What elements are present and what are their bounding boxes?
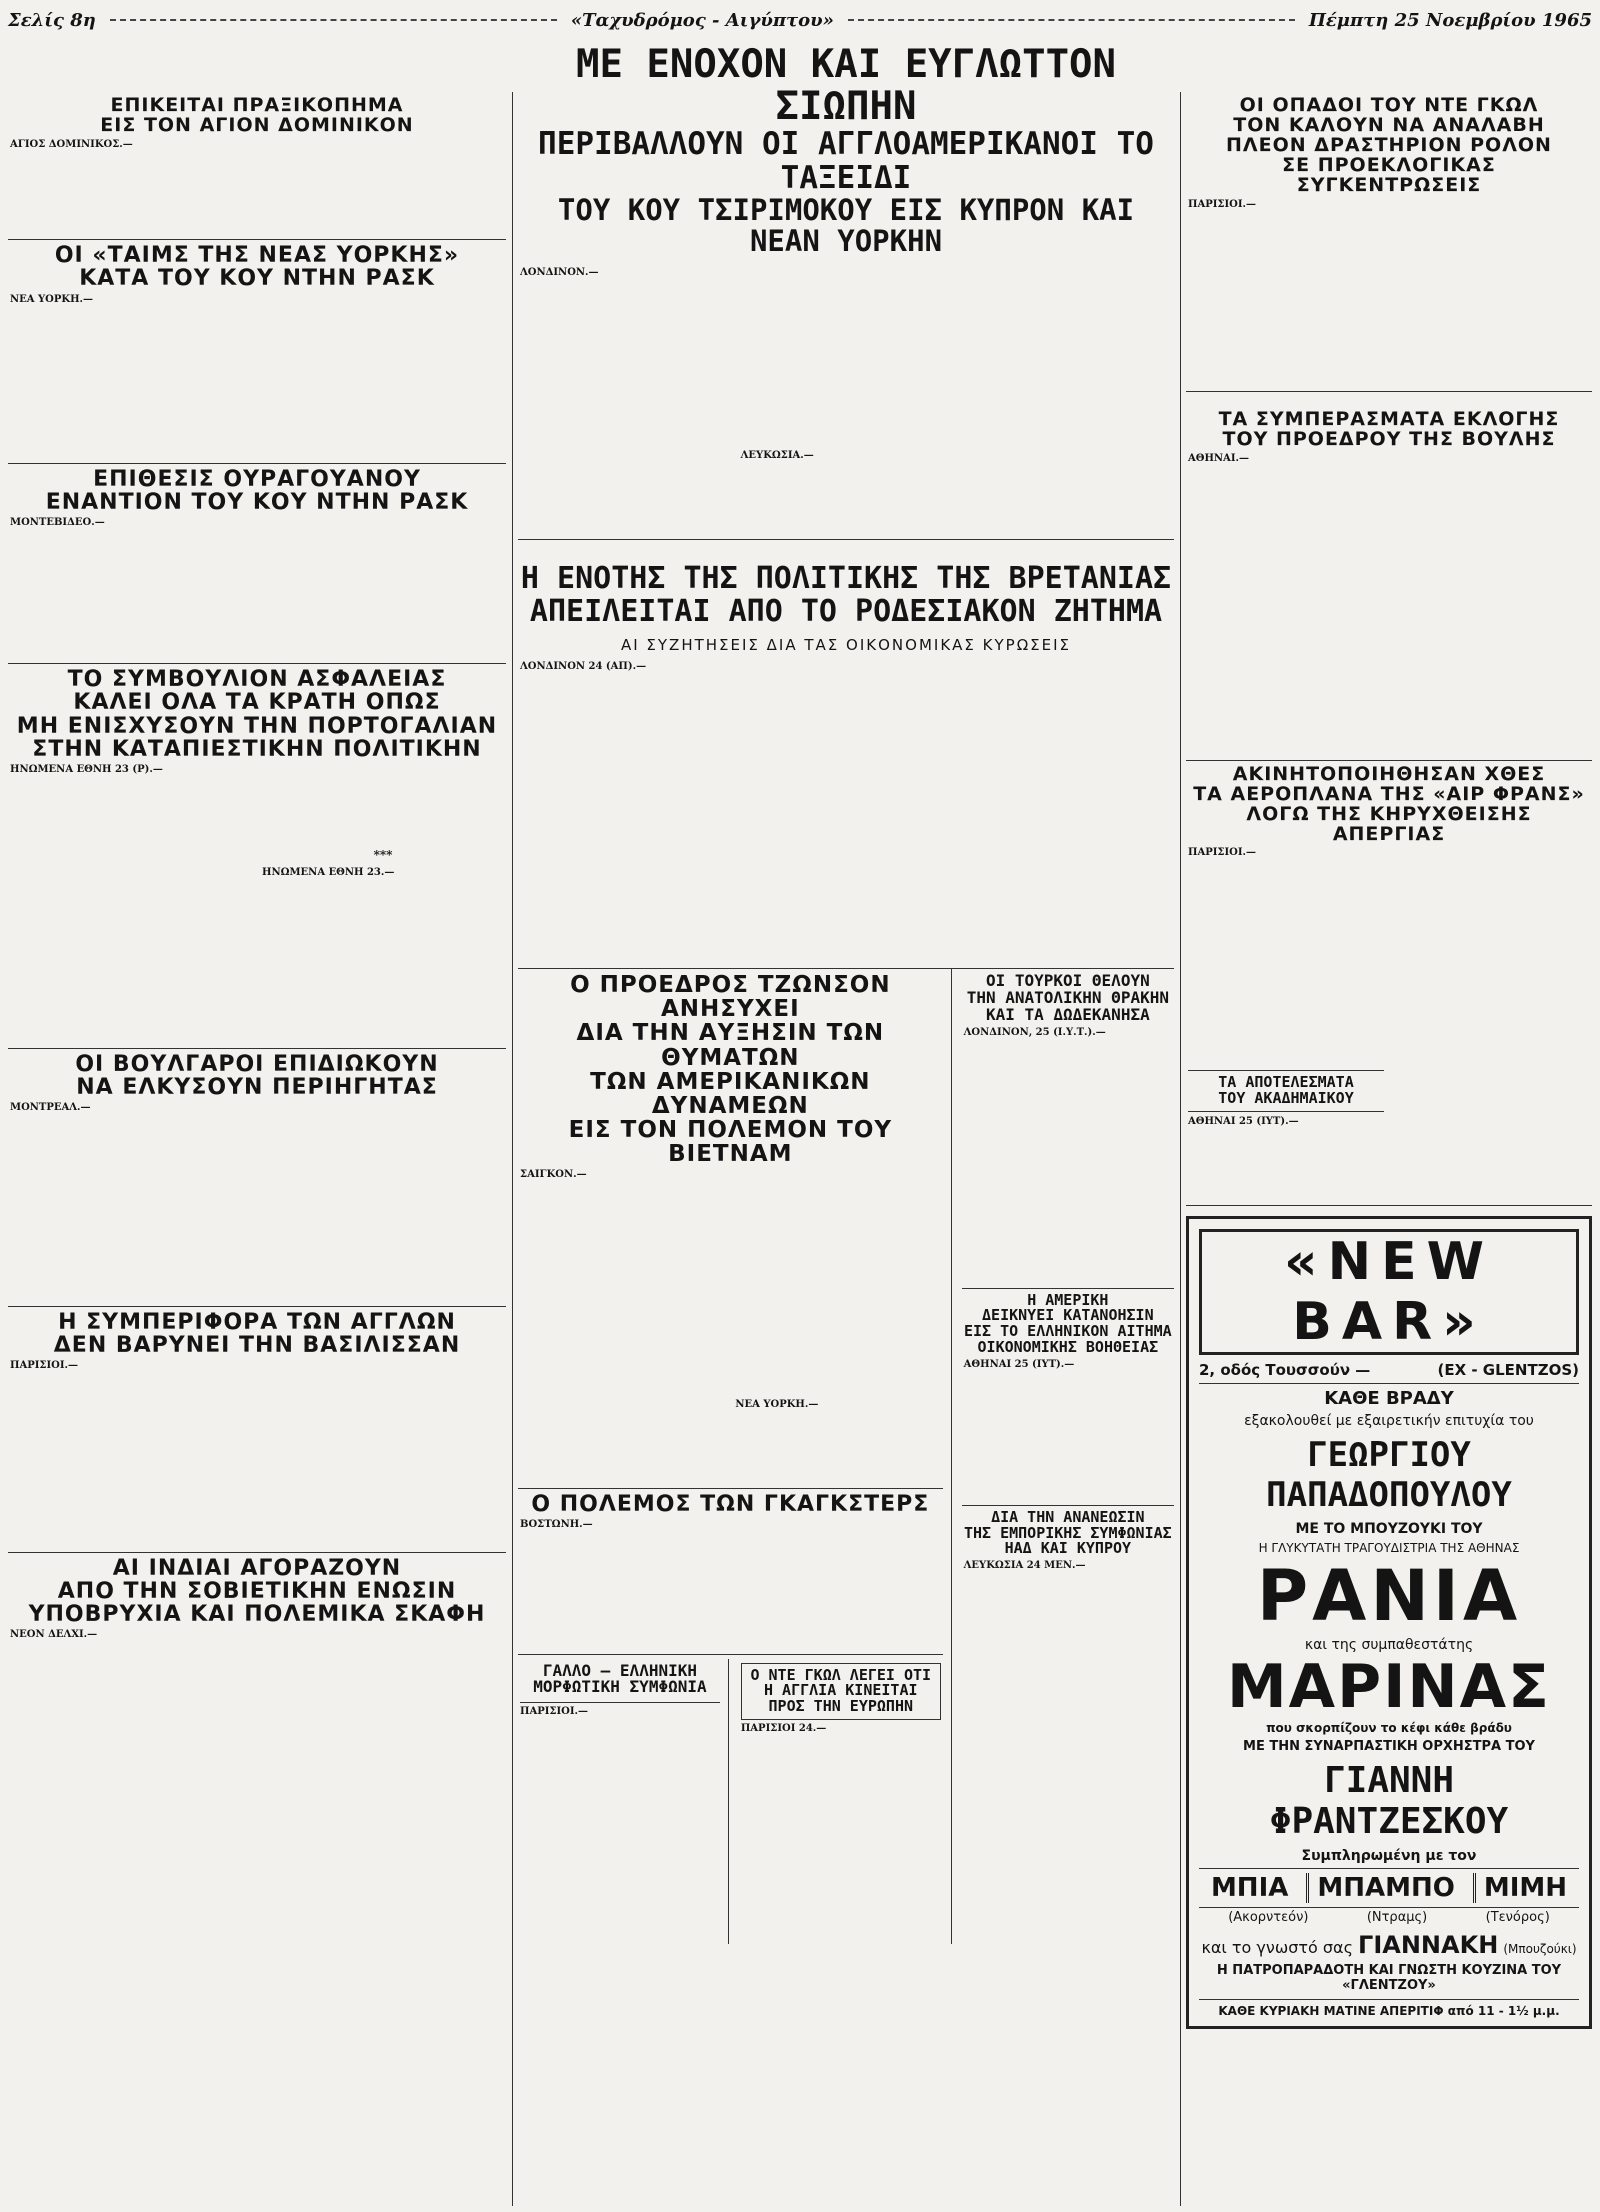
dateline: ΜΟΝΤΕΒΙΔΕΟ.—	[10, 517, 105, 528]
headline: ΟΙ ΤΟΥΡΚΟΙ ΘΕΛΟΥΝ ΤΗΝ ΑΝΑΤΟΛΙΚΗΝ ΘΡΑΚΗΝ ΚΑΙ ΤΑ ΔΩΔΕΚΑΝΗΣΑ	[966, 971, 1169, 1024]
column-rule-2	[1180, 92, 1181, 2206]
headline: ΕΠΙΚΕΙΤΑΙ ΠΡΑΞΙΚΟΠΗΜΑ ΕΙΣ ΤΟΝ ΑΓΙΟΝ ΔΟΜΙΝΙΚΟΝ	[100, 94, 414, 136]
ad-bouzouki: ΜΕ ΤΟ ΜΠΟΥΖΟΥΚΙ ΤΟΥ	[1295, 1520, 1483, 1537]
headline: ΟΙ ΟΠΑΔΟΙ ΤΟΥ ΝΤΕ ΓΚΩΛ ΤΟΝ ΚΑΛΟΥΝ ΝΑ ΑΝΑΛΑΒΗ ΠΛΕΟΝ ΔΡΑΣΤΗΡΙΟΝ ΡΟΛΟΝ ΣΕ ΠΡΟΕΚΛΟΓΙΚΑΣ ΣΥΓΚΕΝΤΡΩΣΕΙΣ	[1226, 94, 1552, 196]
article-turks-thrace	[962, 969, 1174, 1288]
dateline: ΗΝΩΜΕΝΑ ΕΘΝΗ 23 (Ρ).—	[10, 763, 163, 775]
article-air-france-strike	[1186, 761, 1592, 1206]
article-security-council	[8, 664, 506, 1048]
dateline: ΛΟΝΔΙΝΟΝ, 25 (Ι.Υ.Τ.).—	[963, 1026, 1106, 1038]
article-queen-behavior	[8, 1307, 506, 1553]
article-johnson-vietnam	[518, 969, 943, 1489]
ad-venue-name: «NEW BAR»	[1199, 1229, 1579, 1355]
headline: ΕΠΙΘΕΣΙΣ ΟΥΡΑΓΟΥΑΝΟΥ ΕΝΑΝΤΙΟΝ ΤΟΥ ΚΟΥ ΝΤΗΝ ΡΑΣΚ	[45, 466, 469, 515]
headline: ΤΑ ΣΥΜΠΕΡΑΣΜΑΤΑ ΕΚΛΟΓΗΣ ΤΟΥ ΠΡΟΕΔΡΟΥ ΤΗΣ ΒΟΥΛΗΣ	[1218, 407, 1560, 450]
dateline: ΒΟΣΤΩΝΗ.—	[520, 1518, 593, 1530]
ad-enliven: που σκορπίζουν το κέφι κάθε βράδυ	[1266, 1720, 1512, 1735]
dateline: ΛΕΥΚΩΣΙΑ.—	[740, 450, 814, 462]
ad-continues: εξακολουθεί με εξαιρετικήν επιτυχία του	[1244, 1412, 1534, 1429]
ad-trio-2: ΜΠΑΜΠΟ	[1306, 1873, 1463, 1903]
ad-performer-papadopoulos: ΓΕΩΡΓΙΟΥ ΠΑΠΑΔΟΠΟΥΛΟΥ	[1266, 1434, 1512, 1515]
headline: Η ΣΥΜΠΕΡΙΦΟΡΑ ΤΩΝ ΑΓΓΛΩΝ ΔΕΝ ΒΑΡΥΝΕΙ ΤΗΝ ΒΑΣΙΛΙΣΣΑΝ	[53, 1309, 461, 1358]
article-franco-greek-agreement	[518, 1659, 729, 1945]
header-rule-right	[848, 19, 1295, 21]
headline: ΑΚΙΝΗΤΟΠΟΙΗΘΗΣΑΝ ΧΘΕΣ ΤΑ ΑΕΡΟΠΛΑΝΑ ΤΗΣ «ΑΙΡ ΦΡΑΝΣ» ΛΟΓΩ ΤΗΣ ΚΗΡΥΧΘΕΙΣΗΣ ΑΠΕΡΓΙΑΣ	[1193, 762, 1585, 845]
ad-address: 2, οδός Τουσσούν — (ΕΧ - GLENTZOS)	[1199, 1361, 1579, 1384]
article-body	[10, 139, 252, 231]
headline: ΑΙ ΙΝΔΙΑΙ ΑΓΟΡΑΖΟΥΝ ΑΠΟ ΤΗΝ ΣΟΒΙΕΤΙΚΗΝ ΕΝΩΣΙΝ ΥΠΟΒΡΥΧΙΑ ΚΑΙ ΠΟΛΕΜΙΚΑ ΣΚΑΦΗ	[28, 1555, 486, 1628]
page-number: Σελίς 8η	[8, 9, 96, 31]
center-lower-left	[518, 969, 952, 1944]
column-left	[8, 92, 506, 2206]
headline: ΓΑΛΛΟ — ΕΛΛΗΝΙΚΗ ΜΟΡΦΩΤΙΚΗ ΣΥΜΦΩΝΙΑ	[520, 1663, 720, 1704]
dateline: ΑΘΗΝΑΙ 25 (ΙΥΤ).—	[1188, 1115, 1299, 1127]
ad-trio	[1199, 1868, 1579, 1908]
article-tsirimokos-trip	[518, 40, 1174, 540]
dateline: ΠΑΡΙΣΙΟΙ 24.—	[740, 1722, 827, 1734]
column-right	[1186, 92, 1592, 2206]
ad-trio-3: ΜΙΜΗ	[1473, 1873, 1575, 1903]
article-parliament-speaker	[1186, 392, 1592, 761]
subheadline: ΑΙ ΣΥΖΗΤΗΣΕΙΣ ΔΙΑ ΤΑΣ ΟΙΚΟΝΟΜΙΚΑΣ ΚΥΡΩΣΕΙΣ	[620, 636, 1072, 655]
dateline: ΠΑΡΙΣΙΟΙ.—	[1188, 847, 1257, 859]
dateline: ΑΘΗΝΑΙ.—	[1188, 452, 1249, 464]
section-separator: ***	[373, 848, 393, 862]
headline: ΟΙ «ΤΑΙΜΣ ΤΗΣ ΝΕΑΣ ΥΟΡΚΗΣ» ΚΑΤΑ ΤΟΥ ΚΟΥ ΝΤΗΝ ΡΑΣΚ	[54, 243, 460, 292]
article-britain-rhodesia	[518, 540, 1174, 969]
article-america-aid	[962, 1289, 1174, 1506]
dateline: ΜΟΝΤΡΕΑΛ.—	[10, 1101, 91, 1113]
headline: ΤΟ ΣΥΜΒΟΥΛΙΟΝ ΑΣΦΑΛΕΙΑΣ ΚΑΛΕΙ ΟΛΑ ΤΑ ΚΡΑΤΗ ΟΠΩΣ ΜΗ ΕΝΙΣΧΥΣΟΥΝ ΤΗΝ ΠΟΡΤΟΓΑΛΙΑΝ ΣΤΗΝ ΚΑΤΑΠΙΕΣΤΙΚΗΝ ΠΟΛΙΤΙΚΗΝ	[16, 667, 498, 762]
headline: Ο ΠΟΛΕΜΟΣ ΤΩΝ ΓΚΑΓΚΣΤΕΡΣ	[531, 1491, 930, 1517]
ad-singer-line: Η ΓΛΥΚΥΤΑΤΗ ΤΡΑΓΟΥΔΙΣΤΡΙΑ ΤΗΣ ΑΘΗΝΑΣ	[1258, 1540, 1520, 1555]
article-gangsters-war	[518, 1489, 943, 1655]
article-de-gaulle-england	[739, 1659, 943, 1945]
dateline: ΝΕΑ ΥΟΡΚΗ.—	[10, 293, 93, 305]
dateline: ΗΝΩΜΕΝΑ ΕΘΝΗ 23.—	[262, 866, 395, 878]
ad-known-as: και το γνωστό σας ΓΙΑΝΝΑΚΗ (Μπουζούκι)	[1201, 1930, 1577, 1959]
ad-performer-frantzeskos: ΓΙΑΝΝΗ ΦΡΑΝΤΖΕΣΚΟΥ	[1269, 1759, 1509, 1842]
headline: Η ΕΝΟΤΗΣ ΤΗΣ ΠΟΛΙΤΙΚΗΣ ΤΗΣ ΒΡΕΤΑΝΙΑΣ ΑΠΕΙΛΕΙΤΑΙ ΑΠΟ ΤΟ ΡΟΔΕΣΙΑΚΟΝ ΖΗΤΗΜΑ	[520, 561, 1172, 630]
dateline: ΣΑΙΓΚΟΝ.—	[520, 1169, 587, 1181]
new-bar-advertisement	[1186, 1216, 1592, 2029]
dateline: ΛΟΝΔΙΝΟΝ 24 (ΑΠ).—	[520, 661, 647, 673]
headline: Ο ΠΡΟΕΔΡΟΣ ΤΖΩΝΣΟΝ ΑΝΗΣΥΧΕΙ ΔΙΑ ΤΗΝ ΑΥΞΗΣΙΝ ΤΩΝ ΘΥΜΑΤΩΝ ΤΩΝ ΑΜΕΡΙΚΑΝΙΚΩΝ ΔΥΝΑΜΕΩΝ ΕΙΣ ΤΟΝ ΠΟΛΕΜΟΝ ΤΟΥ ΒΙΕΤΝΑΜ	[568, 972, 893, 1168]
article-body-cont	[262, 139, 504, 231]
body-text-illegible	[10, 151, 252, 231]
center-lower-right	[962, 969, 1174, 1944]
ad-matinee: ΚΑΘΕ ΚΥΡΙΑΚΗ ΜΑΤΙΝΕ ΑΠΕΡΙΤΙΦ από 11 - 1½ μ.μ.	[1199, 1999, 1579, 2018]
ad-every-night: ΚΑΘΕ ΒΡΑΔΥ	[1324, 1387, 1454, 1409]
dateline: ΝΕΟΝ ΔΕΛΧΙ.—	[10, 1629, 98, 1641]
ad-performer-rania: ΡΑΝΙΑ	[1256, 1554, 1522, 1637]
issue-date: Πέμπτη 25 Νοεμβρίου 1965	[1308, 9, 1592, 31]
center-bottom-row	[518, 1659, 943, 1945]
ad-together-with: Συμπληρωμένη με τον	[1301, 1847, 1477, 1864]
article-trade-agreement	[962, 1506, 1174, 1787]
page-header	[8, 6, 1592, 34]
ad-giannaki: ΓΙΑΝΝΑΚΗ	[1358, 1930, 1499, 1959]
article-de-gaulle-supporters	[1186, 92, 1592, 392]
headline: Η ΑΜΕΡΙΚΗ ΔΕΙΚΝΥΕΙ ΚΑΤΑΝΟΗΣΙΝ ΕΙΣ ΤΟ ΕΛΛΗΝΙΚΟΝ ΑΙΤΗΜΑ ΟΙΚΟΝΟΜΙΚΗΣ ΒΟΗΘΕΙΑΣ	[963, 1290, 1172, 1356]
ad-trio-instruments: (Ακορντεόν) (Ντραμς) (Τενόρος)	[1228, 1909, 1550, 1925]
dateline: ΛΕΥΚΩΣΙΑ 24 ΜΕΝ.—	[963, 1560, 1086, 1572]
header-rule-left	[110, 19, 557, 21]
article-bulgarians-tourists	[8, 1049, 506, 1307]
headline: ΔΙΑ ΤΗΝ ΑΝΑΝΕΩΣΙΝ ΤΗΣ ΕΜΠΟΡΙΚΗΣ ΣΥΜΦΩΝΙΑΣ ΗΑΔ ΚΑΙ ΚΥΠΡΟΥ	[963, 1507, 1172, 1558]
ad-performer-marina: ΜΑΡΙΝΑΣ	[1226, 1651, 1552, 1722]
dateline: ΠΑΡΙΣΙΟΙ.—	[1188, 198, 1257, 210]
article-india-submarines	[8, 1553, 506, 1787]
center-lower-section	[518, 969, 1174, 1944]
newspaper-name: «Ταχυδρόμος - Αιγύπτου»	[570, 9, 834, 31]
headline: Ο ΝΤΕ ΓΚΩΛ ΛΕΓΕΙ ΟΤΙ Η ΑΓΓΛΙΑ ΚΙΝΕΙΤΑΙ ΠΡΟΣ ΤΗΝ ΕΥΡΩΠΗΝ	[741, 1663, 941, 1720]
column-rule-1	[512, 92, 513, 2206]
article-uruguay-rusk	[8, 464, 506, 665]
dateline: ΑΓΙΟΣ ΔΟΜΙΝΙΚΟΣ.—	[10, 138, 133, 150]
dateline: ΠΑΡΙΣΙΟΙ.—	[520, 1706, 589, 1718]
headline-academic: ΤΑ ΑΠΟΤΕΛΕΣΜΑΤΑ ΤΟΥ ΑΚΑΔΗΜΑΙΚΟΥ	[1188, 1070, 1384, 1112]
ad-orchestra: ΜΕ ΤΗΝ ΣΥΝΑΡΠΑΣΤΙΚΗ ΟΡΧΗΣΤΡΑ ΤΟΥ	[1243, 1738, 1535, 1754]
ad-cuisine: Η ΠΑΤΡΟΠΑΡΑΔΟΤΗ ΚΑΙ ΓΝΩΣΤΗ ΚΟΥΖΙΝΑ ΤΟΥ «ΓΛΕΝΤΖΟΥ»	[1216, 1962, 1562, 1993]
dateline: ΝΕΑ ΥΟΡΚΗ.—	[735, 1398, 819, 1410]
article-dominican-coup	[8, 92, 506, 240]
article-ny-times-rusk	[8, 240, 506, 463]
ad-and-the-charming: και της συμπαθεστάτης	[1304, 1636, 1474, 1653]
main-headline: ΜΕ ΕΝΟΧΟΝ ΚΑΙ ΕΥΓΛΩΤΤΟΝ ΣΙΩΠΗΝ ΠΕΡΙΒΑΛΛΟΥΝ ΟΙ ΑΓΓΛΟΑΜΕΡΙΚΑΝΟΙ ΤΟ ΤΑΞΕΙΔΙ ΤΟΥ ΚΟΥ ΤΣΙΡΙΜΟΚΟΥ ΕΙΣ ΚΥΠΡΟΝ ΚΑΙ ΝΕΑΝ ΥΟΡΚΗΝ	[538, 42, 1154, 259]
headline: ΟΙ ΒΟΥΛΓΑΡΟΙ ΕΠΙΔΙΩΚΟΥΝ ΝΑ ΕΛΚΥΣΟΥΝ ΠΕΡΙΗΓΗΤΑΣ	[75, 1051, 439, 1100]
dateline: ΛΟΝΔΙΝΟΝ.—	[520, 266, 599, 278]
ad-trio-1: ΜΠΙΑ	[1210, 1872, 1289, 1903]
dateline: ΠΑΡΙΣΙΟΙ.—	[10, 1359, 79, 1371]
column-center	[518, 40, 1174, 2206]
dateline: ΑΘΗΝΑΙ 25 (ΙΥΤ).—	[963, 1358, 1075, 1370]
